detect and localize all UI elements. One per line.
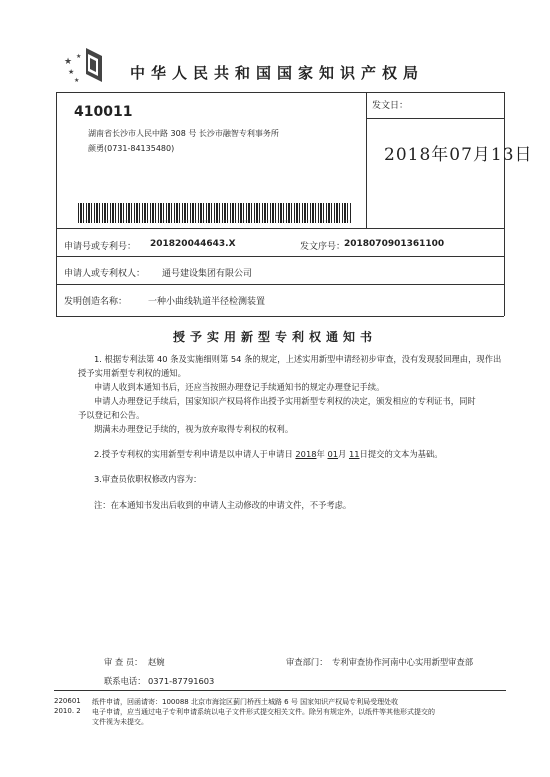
month-unit: 月 bbox=[338, 449, 347, 459]
paragraph-1: 1. 根据专利法第 40 条及实施细则第 54 条的规定，上述实用新型申请经初步审查，没有发现驳回理由，现作出 bbox=[94, 354, 502, 364]
divider bbox=[56, 284, 504, 285]
footer-e-filing-cont: 文件视为未提交。 bbox=[92, 718, 148, 726]
footer-divider bbox=[54, 690, 506, 691]
serial-no: 2018070901361100 bbox=[344, 239, 445, 249]
divider bbox=[56, 316, 504, 317]
svg-text:★: ★ bbox=[74, 77, 80, 84]
svg-text:★: ★ bbox=[64, 57, 73, 67]
invention-title: 一种小曲线轨道半径检测装置 bbox=[148, 297, 266, 307]
header-frame-divider bbox=[366, 92, 367, 228]
paragraph-2 bbox=[94, 447, 443, 461]
dispatch-date: 2018年07月13日 bbox=[384, 145, 533, 165]
paragraph-1-decision-cont: 予以登记和公告。 bbox=[78, 410, 145, 420]
svg-text:★: ★ bbox=[76, 53, 82, 60]
footer-paper-filing: 纸件申请，回函请寄：100088 北京市海淀区蓟门桥西土城路 6 号 国家知识产权局专利局受理处收 bbox=[92, 698, 399, 706]
dispatch-divider bbox=[366, 118, 504, 119]
footer-e-filing: 电子申请，应当通过电子专利申请系统以电子文件形式提交相关文件。除另有规定外，以纸件等其他形式提交的 bbox=[92, 708, 435, 716]
filing-year: 2018 bbox=[295, 449, 317, 459]
examination-dept: 专利审查协作河南中心实用新型审查部 bbox=[332, 657, 474, 667]
note: 注：在本通知书发出后收到的申请人主动修改的申请文件，不予考虑。 bbox=[94, 500, 352, 510]
agency-name: 中华人民共和国国家知识产权局 bbox=[130, 64, 425, 82]
day-unit: 日提交的文本为基础。 bbox=[359, 449, 443, 459]
header-frame-left bbox=[56, 92, 57, 316]
examiner-label: 审 查 员： bbox=[104, 657, 143, 667]
filing-day: 11 bbox=[348, 449, 360, 459]
paragraph-2-text: 2.授予专利权的实用新型专利申请是以申请人于申请日 bbox=[94, 449, 293, 459]
app-no-label: 申请号或专利号： bbox=[64, 242, 137, 252]
header-frame-right bbox=[504, 92, 505, 316]
postcode: 410011 bbox=[74, 104, 133, 120]
applicant: 通号建设集团有限公司 bbox=[162, 269, 253, 279]
barcode bbox=[78, 203, 352, 223]
form-version: 2010. 2 bbox=[54, 707, 81, 715]
filing-month: 01 bbox=[327, 449, 339, 459]
dept-label: 审查部门： bbox=[286, 657, 328, 667]
title-label: 发明创造名称： bbox=[64, 297, 128, 307]
app-no: 201820044643.X bbox=[150, 239, 236, 249]
paragraph-1-decision: 申请人办理登记手续后，国家知识产权局将作出授予实用新型专利权的决定，颁发相应的专利证书，同时 bbox=[94, 396, 476, 406]
divider bbox=[56, 228, 504, 229]
paragraph-1-deadline: 期满未办理登记手续的，视为放弃取得专利权的权利。 bbox=[94, 424, 294, 434]
examiner-name: 赵婉 bbox=[148, 657, 165, 667]
serial-label: 发文序号： bbox=[300, 242, 346, 252]
phone-number: 0371-87791603 bbox=[148, 676, 215, 686]
dispatch-date-label: 发文日： bbox=[372, 101, 409, 111]
contact-line: 颜勇(0731-84135480) bbox=[88, 144, 175, 153]
paragraph-1-cont: 授予实用新型专利权的通知。 bbox=[78, 368, 186, 378]
header-frame-top bbox=[56, 92, 504, 93]
year-unit: 年 bbox=[316, 449, 325, 459]
form-code: 220601 bbox=[54, 697, 81, 705]
paragraph-3: 3.审查员依职权修改内容为： bbox=[94, 474, 202, 484]
phone-label: 联系电话： bbox=[104, 676, 146, 686]
applicant-label: 申请人或专利权人： bbox=[64, 269, 146, 279]
notice-heading: 授予实用新型专利权通知书 bbox=[172, 330, 377, 344]
paragraph-1-registration: 申请人收到本通知书后，还应当按照办理登记手续通知书的规定办理登记手续。 bbox=[94, 382, 385, 392]
cnipa-logo-icon bbox=[62, 46, 108, 86]
svg-text:★: ★ bbox=[68, 68, 75, 76]
address-line: 湖南省长沙市人民中路 308 号 长沙市融智专利事务所 bbox=[88, 129, 279, 138]
divider bbox=[56, 256, 504, 257]
